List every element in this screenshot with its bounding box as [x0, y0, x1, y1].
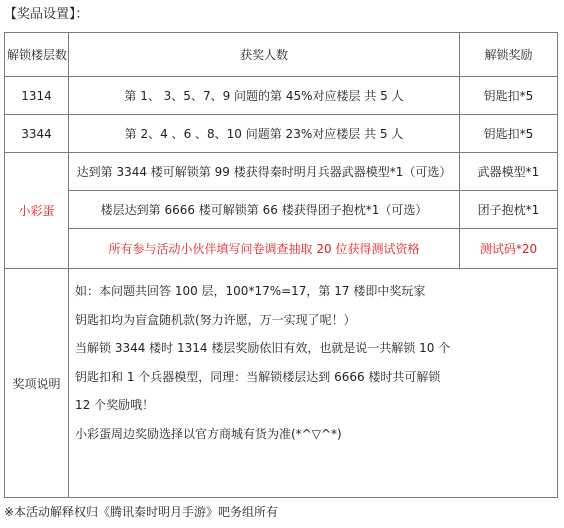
easter-egg-condition: 楼层达到第 6666 楼可解锁第 66 楼获得团子抱枕*1（可选）	[69, 191, 460, 229]
easter-egg-condition: 达到第 3344 楼可解锁第 99 楼获得秦时明月兵器武器模型*1（可选）	[69, 153, 460, 191]
easter-egg-row	[5, 191, 558, 229]
explanation-row	[5, 269, 558, 498]
header-winners: 获奖人数	[69, 33, 460, 77]
explanation-text	[69, 269, 558, 498]
table-row	[5, 115, 558, 153]
reward-cell: 钥匙扣*5	[460, 77, 558, 115]
explanation-line: 当解锁 3344 楼时 1314 楼层奖励依旧有效，也就是说一共解锁 10 个	[75, 341, 451, 355]
floors-cell: 1314	[5, 77, 69, 115]
explanation-line: 小彩蛋周边奖励选择以官方商城有货为准(*^▽^*)	[75, 426, 342, 441]
survey-condition: 所有参与活动小伙伴填写问卷调查抽取 20 位获得测试资格	[69, 229, 460, 269]
easter-egg-row	[5, 153, 558, 191]
header-floors: 解锁楼层数	[5, 33, 69, 77]
easter-egg-row	[5, 229, 558, 269]
explanation-line: 钥匙扣均为盲盒随机款(努力许愿，万一实现了呢！）	[75, 312, 356, 327]
floors-cell: 3344	[5, 115, 69, 153]
survey-reward: 测试码*20	[460, 229, 558, 269]
easter-egg-reward: 武器模型*1	[460, 153, 558, 191]
easter-egg-label: 小彩蛋	[5, 153, 69, 269]
table-row	[5, 77, 558, 115]
table-header-row	[5, 33, 558, 77]
reward-table	[4, 32, 558, 498]
winners-cell: 第 2、4 、6 、8、10 问题第 23%对应楼层 共 5 人	[69, 115, 460, 153]
explanation-line: 如：本问题共回答 100 层，100*17%=17，第 17 楼即中奖玩家	[75, 284, 426, 298]
reward-cell: 钥匙扣*5	[460, 115, 558, 153]
section-title: 【奖品设置】：	[4, 7, 89, 22]
explanation-line: 12 个奖励哦！	[75, 398, 155, 412]
winners-cell: 第 1、 3、5、7、9 问题的第 45%对应楼层 共 5 人	[69, 77, 460, 115]
explanation-label: 奖项说明	[5, 269, 69, 498]
header-reward: 解锁奖励	[460, 33, 558, 77]
explanation-line: 钥匙扣和 1 个兵器模型，同理：当解锁楼层达到 6666 楼时共可解锁	[75, 369, 441, 384]
easter-egg-reward: 团子抱枕*1	[460, 191, 558, 229]
footnote: ※本活动解释权归《腾讯秦时明月手游》吧务组所有	[4, 505, 279, 519]
